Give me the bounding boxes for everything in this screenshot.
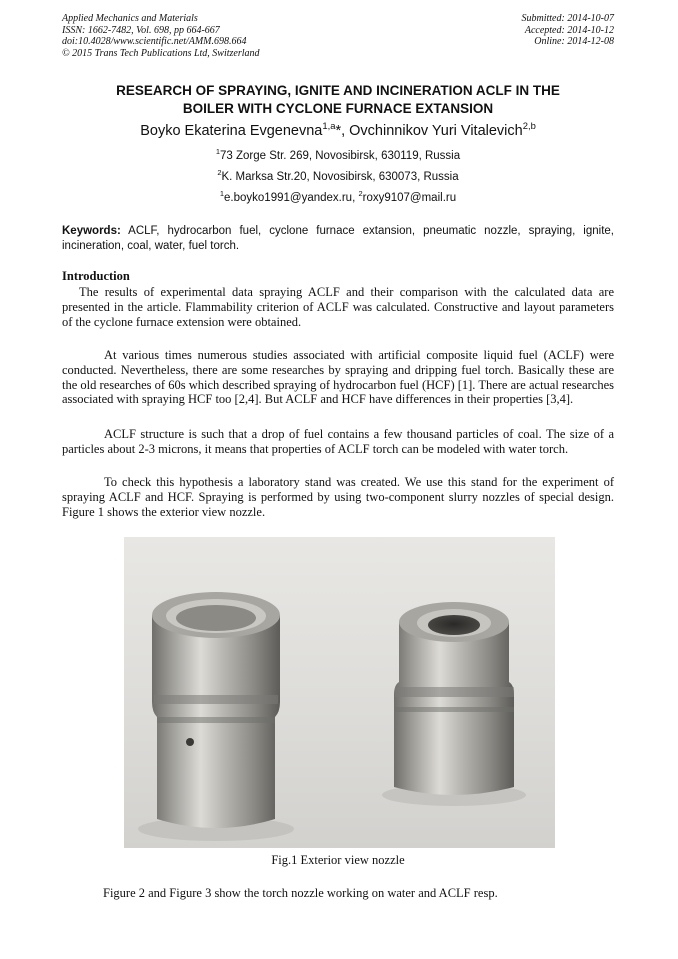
corresponding-mark: *, [335,123,350,139]
online-date: Online: 2014-12-08 [534,36,614,47]
paper-title [62,82,614,118]
affiliation-1-sup: 1 [215,147,220,157]
author-1-sup: 1,a [322,120,336,132]
paragraph-3: ACLF structure is such that a drop of fuel contains a few thousand particles of coal. The size of a particles about 2-3 microns, it means that properties of ACLF torch can be modeled with water torch. [62,427,614,456]
author-2: Ovchinnikov Yuri Vitalevich [349,123,523,139]
figure-1-caption: Fig.1 Exterior view nozzle [271,853,405,867]
author-1: Boyko Ekaterina Evgenevna [140,123,323,139]
email-1-sup: 1 [219,189,225,199]
issn-line: ISSN: 1662-7482, Vol. 698, pp 664-667 [62,24,220,36]
emails-line [62,189,614,204]
email-2-sup: 2 [358,189,363,199]
paragraph-4: To check this hypothesis a laboratory stand was created. We use this stand for the experiment of spraying ACLF and HCF. Spraying is performed by using two-component slurry nozzles of special design. Figure 1 shows the exterior view nozzle. [62,475,614,519]
section-title: Introduction [62,269,130,283]
author-2-sup: 2,b [522,120,536,132]
keywords-label: Keywords: [62,225,121,237]
dates-info [522,13,615,48]
closing-sentence: Figure 2 and Figure 3 show the torch nozzle working on water and ACLF resp. [103,886,498,900]
keywords [62,224,614,253]
affiliation-2 [62,168,614,183]
keywords-text: ACLF, hydrocarbon fuel, cyclone furnace extansion, pneumatic nozzle, spraying, ignite, incineration, coal, water, fuel torch. [62,225,614,252]
email-1: e.boyko1991@yandex.ru, [224,192,359,204]
journal-info [62,13,260,59]
paragraph-2: At various times numerous studies associated with artificial composite liquid fuel (ACLF) were conducted. Nevertheless, there are some researches by spraying and dripping fuel torch. Basically these are the old researches of 60s which described spraying of hydrocarbon fuel (HCF) [1]. There are actual researches associated with spraying HCF too [2,4]. But ACLF and HCF have differences in their properties [3,4]. [62,348,614,407]
left-nozzle [152,592,280,828]
title-line-2: BOILER WITH CYCLONE FURNACE EXTANSION [182,101,494,116]
affiliation-2-sup: 2 [217,168,222,178]
paragraph-1: The results of experimental data spraying ACLF and their comparison with the calculated data are presented in the article. Flammability criterion of ACLF was calculated. Constructive and layout parameters of the cyclone furnace extension were obtained. [62,285,614,329]
doi-line: doi:10.4028/www.scientific.net/AMM.698.664 [62,36,247,47]
right-nozzle [394,602,514,795]
figure-1-photo [124,537,555,848]
authors-line [62,120,614,139]
journal-name: Applied Mechanics and Materials [62,13,198,24]
affiliation-2-text: K. Marksa Str.20, Novosibirsk, 630073, Russia [221,171,459,183]
email-2: roxy9107@mail.ru [362,192,457,204]
nozzles-photo-illustration [124,537,555,848]
affiliation-1 [62,147,614,162]
title-line-1: RESEARCH OF SPRAYING, IGNITE AND INCINERATION ACLF IN THE [116,83,560,98]
submitted-date: Submitted: 2014-10-07 [521,13,614,24]
accepted-date: Accepted: 2014-10-12 [524,24,614,36]
copyright-line: © 2015 Trans Tech Publications Ltd, Switzerland [62,47,260,59]
affiliation-1-text: 73 Zorge Str. 269, Novosibirsk, 630119, Russia [220,150,461,162]
